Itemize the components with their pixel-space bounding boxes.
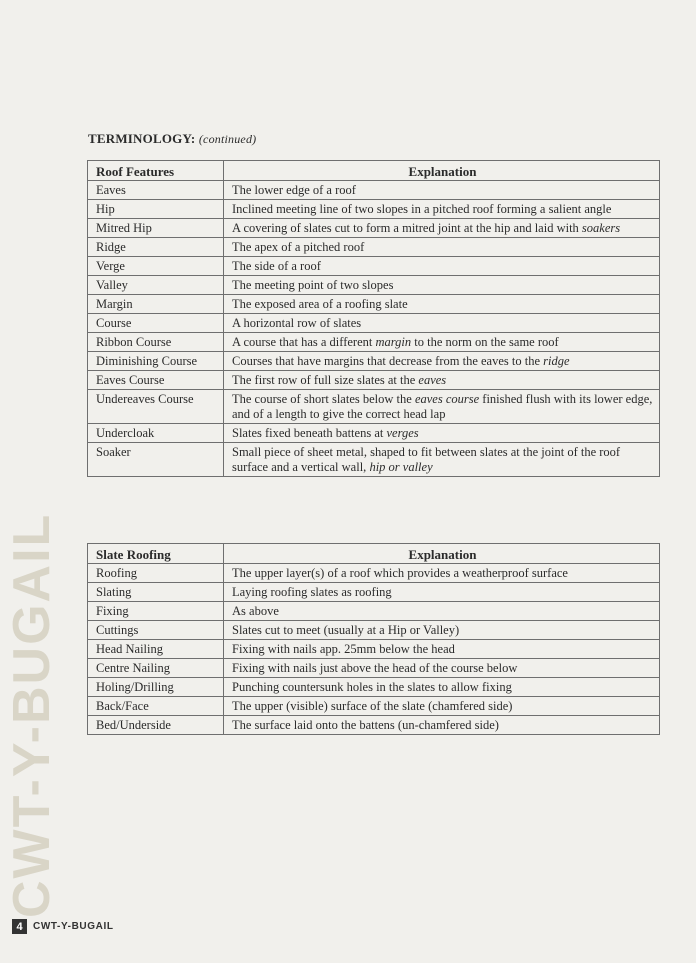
table-row: [88, 181, 660, 200]
explanation-cell: [224, 333, 660, 352]
table-header-row: [88, 161, 660, 181]
term-cell: Ribbon Course: [88, 333, 224, 352]
table-row: [88, 371, 660, 390]
explanation-emphasis: ridge: [543, 354, 570, 368]
table-header-row: [88, 544, 660, 564]
column-header-term: Slate Roofing: [88, 544, 224, 564]
table-row: [88, 314, 660, 333]
table-row: [88, 333, 660, 352]
table-row: [88, 295, 660, 314]
term-cell: Back/Face: [88, 697, 224, 716]
heading-continued: (continued): [198, 132, 257, 146]
explanation-text: As above: [232, 604, 279, 618]
explanation-text: The upper (visible) surface of the slate (chamfered side): [232, 699, 513, 713]
table-row: [88, 697, 660, 716]
term-cell: Hip: [88, 200, 224, 219]
explanation-cell: [224, 640, 660, 659]
term-cell: Diminishing Course: [88, 352, 224, 371]
heading-label: TERMINOLOGY:: [88, 131, 196, 146]
term-cell: Centre Nailing: [88, 659, 224, 678]
table-row: [88, 678, 660, 697]
explanation-cell: [224, 371, 660, 390]
table-row: [88, 640, 660, 659]
term-cell: Bed/Underside: [88, 716, 224, 735]
term-cell: Fixing: [88, 602, 224, 621]
explanation-cell: [224, 564, 660, 583]
explanation-cell: [224, 443, 660, 477]
explanation-text: The upper layer(s) of a roof which provides a weatherproof surface: [232, 566, 568, 580]
side-brand-watermark: CWT-Y-BUGAIL: [3, 512, 61, 918]
table-row: [88, 276, 660, 295]
term-cell: Ridge: [88, 238, 224, 257]
explanation-cell: [224, 621, 660, 640]
term-cell: Slating: [88, 583, 224, 602]
table-row: [88, 583, 660, 602]
page-heading: [88, 131, 256, 147]
explanation-text: Slates fixed beneath battens at: [232, 426, 387, 440]
column-header-explanation: Explanation: [224, 544, 660, 564]
explanation-cell: [224, 424, 660, 443]
explanation-cell: [224, 390, 660, 424]
explanation-cell: [224, 678, 660, 697]
explanation-cell: [224, 716, 660, 735]
term-cell: Verge: [88, 257, 224, 276]
term-cell: Undereaves Course: [88, 390, 224, 424]
table-row: [88, 564, 660, 583]
explanation-cell: [224, 200, 660, 219]
table-row: [88, 424, 660, 443]
table-row: [88, 621, 660, 640]
explanation-text: A horizontal row of slates: [232, 316, 362, 330]
column-header-explanation: Explanation: [224, 161, 660, 181]
explanation-text: Inclined meeting line of two slopes in a pitched roof forming a salient angle: [232, 202, 612, 216]
explanation-cell: [224, 295, 660, 314]
explanation-emphasis: margin: [375, 335, 412, 349]
table-row: [88, 200, 660, 219]
explanation-emphasis: eaves: [418, 373, 447, 387]
term-cell: Eaves Course: [88, 371, 224, 390]
explanation-cell: [224, 219, 660, 238]
column-header-term: Roof Features: [88, 161, 224, 181]
explanation-cell: [224, 314, 660, 333]
explanation-cell: [224, 583, 660, 602]
explanation-text: Small piece of sheet metal, shaped to fit between slates at the joint of the roof surface and a vertical wall,: [232, 445, 621, 474]
explanation-text: Slates cut to meet (usually at a Hip or Valley): [232, 623, 460, 637]
term-cell: Course: [88, 314, 224, 333]
explanation-cell: [224, 276, 660, 295]
table-row: [88, 716, 660, 735]
explanation-emphasis: hip or valley: [369, 460, 433, 474]
explanation-emphasis: verges: [386, 426, 419, 440]
term-cell: Margin: [88, 295, 224, 314]
table-row: [88, 352, 660, 371]
explanation-text: Fixing with nails just above the head of the course below: [232, 661, 518, 675]
table-row: [88, 219, 660, 238]
slate-roofing-table: [87, 543, 660, 735]
explanation-text: The course of short slates below the: [232, 392, 415, 406]
table-row: [88, 257, 660, 276]
explanation-text: The surface laid onto the battens (un-chamfered side): [232, 718, 499, 732]
page-footer: [12, 919, 114, 934]
explanation-text: The meeting point of two slopes: [232, 278, 394, 292]
term-cell: Eaves: [88, 181, 224, 200]
roof-features-table: [87, 160, 660, 477]
term-cell: Mitred Hip: [88, 219, 224, 238]
term-cell: Roofing: [88, 564, 224, 583]
explanation-text: A course that has a different: [232, 335, 376, 349]
term-cell: Holing/Drilling: [88, 678, 224, 697]
explanation-emphasis: eaves course: [414, 392, 480, 406]
explanation-text: Laying roofing slates as roofing: [232, 585, 392, 599]
table-row: [88, 238, 660, 257]
table-row: [88, 659, 660, 678]
table-row: [88, 390, 660, 424]
explanation-cell: [224, 352, 660, 371]
term-cell: Head Nailing: [88, 640, 224, 659]
explanation-text: The side of a roof: [232, 259, 321, 273]
explanation-text: Courses that have margins that decrease from the eaves to the: [232, 354, 544, 368]
explanation-cell: [224, 238, 660, 257]
explanation-text: The lower edge of a roof: [232, 183, 356, 197]
explanation-text: Fixing with nails app. 25mm below the head: [232, 642, 455, 656]
explanation-text: The exposed area of a roofing slate: [232, 297, 408, 311]
term-cell: Cuttings: [88, 621, 224, 640]
explanation-cell: [224, 257, 660, 276]
term-cell: Valley: [88, 276, 224, 295]
table-row: [88, 443, 660, 477]
explanation-text: The apex of a pitched roof: [232, 240, 365, 254]
explanation-emphasis: soakers: [581, 221, 621, 235]
explanation-cell: [224, 181, 660, 200]
explanation-text: Punching countersunk holes in the slates to allow fixing: [232, 680, 512, 694]
term-cell: Soaker: [88, 443, 224, 477]
explanation-text: A covering of slates cut to form a mitred joint at the hip and laid with: [232, 221, 582, 235]
term-cell: Undercloak: [88, 424, 224, 443]
table-row: [88, 602, 660, 621]
footer-brand: CWT-Y-BUGAIL: [33, 921, 114, 932]
page-number-badge: 4: [12, 919, 27, 934]
explanation-text: to the norm on the same roof: [411, 335, 559, 349]
explanation-cell: [224, 602, 660, 621]
explanation-cell: [224, 659, 660, 678]
explanation-text: finished flush with its lower edge, and of a length to give the correct head lap: [232, 392, 653, 421]
explanation-text: The first row of full size slates at the: [232, 373, 419, 387]
explanation-cell: [224, 697, 660, 716]
